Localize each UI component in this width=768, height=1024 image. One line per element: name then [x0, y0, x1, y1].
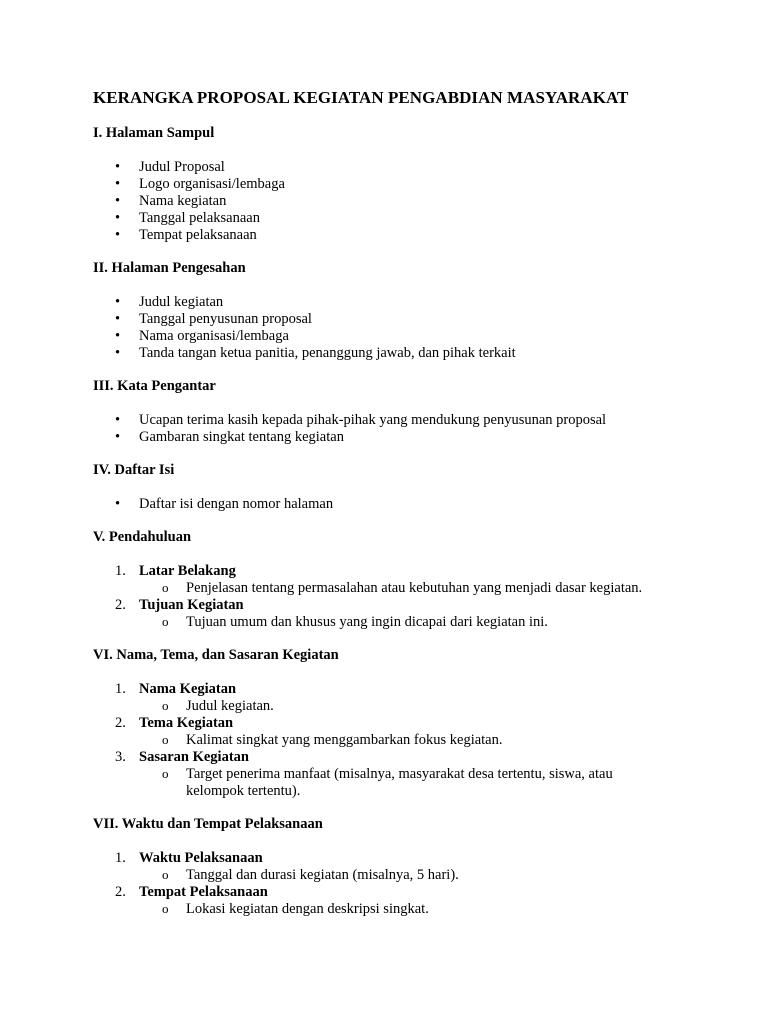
sub-item: o Target penerima manfaat (misalnya, masyarakat desa tertentu, siswa, atau kelompok tertentu). [139, 766, 656, 800]
item-title: Tempat Pelaksanaan [139, 884, 268, 900]
item-title: Nama Kegiatan [139, 681, 237, 697]
sub-list [139, 580, 693, 597]
numbered-item [93, 597, 693, 631]
sub-item: o Tujuan umum dan khusus yang ingin dicapai dari kegiatan ini. [139, 614, 693, 631]
numbered-item [93, 850, 693, 884]
item-title: Tujuan Kegiatan [139, 597, 244, 613]
section-heading: VI. Nama, Tema, dan Sasaran Kegiatan [93, 647, 339, 663]
list-item: • Tempat pelaksanaan [93, 227, 693, 244]
numbered-item [93, 749, 693, 800]
bullet-list [93, 412, 693, 446]
numbered-item [93, 563, 693, 597]
sub-item: o Judul kegiatan. [139, 698, 693, 715]
sub-list [139, 867, 693, 884]
numbered-list [93, 681, 693, 800]
item-title: Tema Kegiatan [139, 715, 234, 731]
section-heading: VII. Waktu dan Tempat Pelaksanaan [93, 816, 323, 832]
list-item: • Nama organisasi/lembaga [93, 328, 693, 345]
sub-list [139, 698, 693, 715]
item-title: Sasaran Kegiatan [139, 749, 249, 765]
section-heading: I. Halaman Sampul [93, 125, 215, 141]
sub-item: o Lokasi kegiatan dengan deskripsi singkat. [139, 901, 693, 918]
sub-list [139, 901, 693, 918]
sub-list [139, 766, 693, 800]
item-number: 1. [115, 563, 126, 579]
sub-item: o Penjelasan tentang permasalahan atau kebutuhan yang menjadi dasar kegiatan. [139, 580, 693, 597]
numbered-item [93, 884, 693, 918]
section-heading: V. Pendahuluan [93, 529, 192, 545]
bullet-list [93, 159, 693, 244]
document-content [93, 88, 693, 934]
item-number: 2. [115, 597, 126, 613]
numbered-list [93, 850, 693, 918]
item-number: 1. [115, 850, 126, 866]
section-heading: IV. Daftar Isi [93, 462, 175, 478]
list-item: • Logo organisasi/lembaga [93, 176, 693, 193]
list-item: • Nama kegiatan [93, 193, 693, 210]
item-number: 2. [115, 884, 126, 900]
section-heading: III. Kata Pengantar [93, 378, 216, 394]
list-item: • Tanda tangan ketua panitia, penanggung jawab, dan pihak terkait [93, 345, 693, 362]
sub-list [139, 614, 693, 631]
list-item: • Tanggal pelaksanaan [93, 210, 693, 227]
item-title: Latar Belakang [139, 563, 236, 579]
bullet-list [93, 294, 693, 362]
section-heading: II. Halaman Pengesahan [93, 260, 246, 276]
item-number: 3. [115, 749, 126, 765]
sub-item: o Kalimat singkat yang menggambarkan fokus kegiatan. [139, 732, 693, 749]
item-number: 1. [115, 681, 126, 697]
list-item: • Gambaran singkat tentang kegiatan [93, 429, 693, 446]
list-item: • Judul kegiatan [93, 294, 693, 311]
numbered-item [93, 681, 693, 715]
list-item: • Ucapan terima kasih kepada pihak-pihak yang mendukung penyusunan proposal [93, 412, 693, 429]
list-item: • Tanggal penyusunan proposal [93, 311, 693, 328]
document-title: KERANGKA PROPOSAL KEGIATAN PENGABDIAN MASYARAKAT [93, 88, 629, 107]
list-item: • Daftar isi dengan nomor halaman [93, 496, 693, 513]
sub-item: o Tanggal dan durasi kegiatan (misalnya, 5 hari). [139, 867, 693, 884]
sub-list [139, 732, 693, 749]
item-title: Waktu Pelaksanaan [139, 850, 263, 866]
numbered-item [93, 715, 693, 749]
list-item: • Judul Proposal [93, 159, 693, 176]
numbered-list [93, 563, 693, 631]
bullet-list [93, 496, 693, 513]
item-number: 2. [115, 715, 126, 731]
